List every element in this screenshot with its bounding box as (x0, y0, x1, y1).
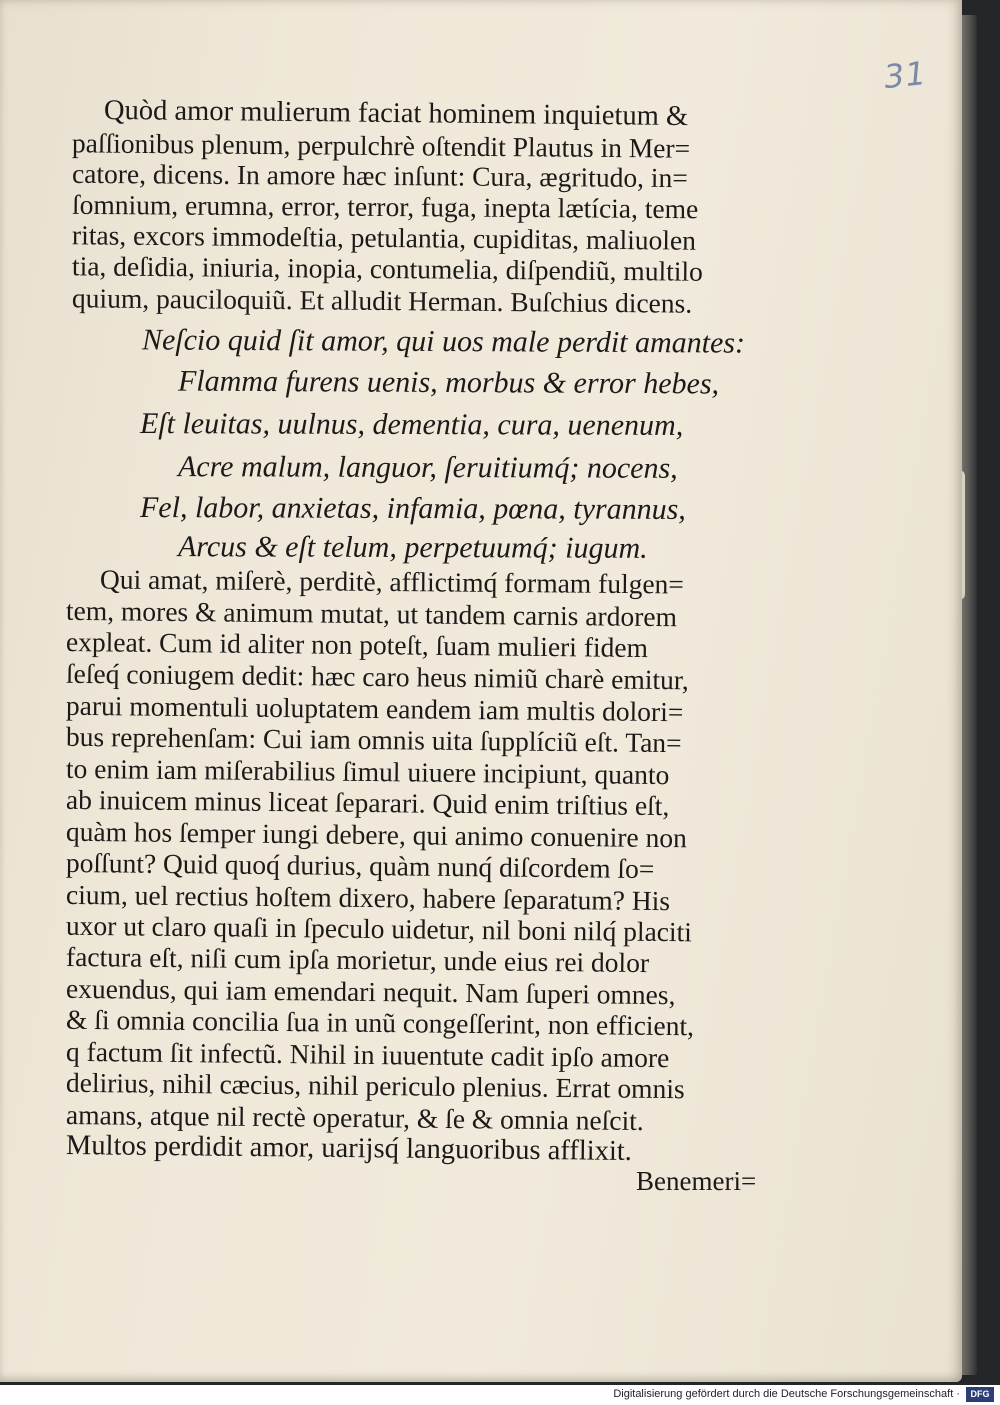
text-line: delirius, nihil cæcius, nihil periculo plenius. Errat omnis (65, 1066, 685, 1105)
dfg-logo: DFG (966, 1387, 994, 1402)
text-line: tem, mores & animum mutat, ut tandem carnis ardorem (65, 594, 678, 633)
verse-line: Eſt leuitas, uulnus, dementia, cura, uenenum, (139, 407, 684, 442)
text-line: uxor ut claro quaſi in ſpeculo uidetur, nil boni nilq́ placiti (65, 909, 693, 948)
text-line: cium, uel rectius hoſtem dixero, habere ſeparatum? His (65, 878, 671, 917)
verse-line: Flamma furens uenis, morbus & error hebes, (177, 364, 720, 401)
verse-line: Fel, labor, anxietas, infamia, pœna, tyrannus, (139, 491, 686, 526)
text-line: Quòd amor mulierum faciat hominem inquietum & (103, 94, 689, 133)
catchword: Benemeri= (636, 1166, 757, 1196)
text-line: parui momentuli uoluptatem eandem iam multis dolori= (65, 689, 684, 728)
text-line: ab inuicem minus liceat ſeparari. Quid enim triſtius eſt, (65, 783, 670, 822)
footer-bar (0, 1385, 1000, 1405)
folio-number: 31 (882, 53, 929, 97)
text-line: ritas, excors immodeſtia, petulantia, cupiditas, maliuolen (71, 219, 697, 256)
text-line: paſſionibus plenum, perpulchrè oſtendit Plautus in Mer= (71, 127, 691, 164)
text-line: factura eſt, niſi cum ipſa morietur, unde eius rei dolor (65, 940, 650, 979)
text-line: ſeſeq́ coniugem dedit: hæc caro heus nimiũ charè emitur, (65, 657, 689, 696)
text-line: Qui amat, miſerè, perditè, afflictimq́ formam fulgen= (99, 563, 685, 600)
verse-line: Neſcio quid ſit amor, qui uos male perdit amantes: (141, 323, 746, 360)
text-line: amans, atque nil rectè operatur, & ſe & omnia neſcit. (65, 1098, 644, 1137)
verse-line: Arcus & eſt telum, perpetuumq́; iugum. (177, 530, 648, 565)
text-line: quàm hos ſemper iungi debere, qui animo conuenire non (65, 815, 688, 854)
text-line: q factum ſit infectũ. Nihil in iuuentute cadit ipſo amore (65, 1035, 670, 1074)
funding-credit: Digitalisierung gefördert durch die Deutsche Forschungsgemeinschaft · (613, 1388, 960, 1400)
text-line: poſſunt? Quid quoq́ durius, quàm nunq́ diſcordem ſo= (65, 846, 655, 885)
text-line: to enim iam miſerabilius ſimul uiuere incipiunt, quanto (65, 752, 670, 791)
text-line: bus reprehenſam: Cui iam omnis uita ſupplíciũ eſt. Tan= (65, 720, 682, 759)
text-line: exuendus, qui iam emendari nequit. Nam ſuperi omnes, (65, 972, 676, 1011)
text-line: ſomnium, erumna, error, terror, fuga, inepta lætícia, teme (71, 188, 699, 225)
text-line: expleat. Cum id aliter non poteſt, ſuam mulieri fidem (65, 625, 649, 664)
text-line: quium, pauciloquiũ. Et alludit Herman. Buſchius dicens. (71, 282, 693, 319)
text-line: & ſi omnia concilia ſua in unũ congeſſerint, non efficient, (65, 1003, 695, 1042)
verse-line: Acre malum, languor, ſeruitiumq́; nocens, (177, 450, 678, 485)
text-line: catore, dicens. In amore hæc inſunt: Cura, ægritudo, in= (71, 157, 688, 194)
text-line: tia, deſidia, iniuria, inopia, contumelia, diſpendiũ, multilo (71, 250, 703, 287)
text-line: Multos perdidit amor, uarijsq́ languoribus afflixit. (65, 1130, 633, 1167)
